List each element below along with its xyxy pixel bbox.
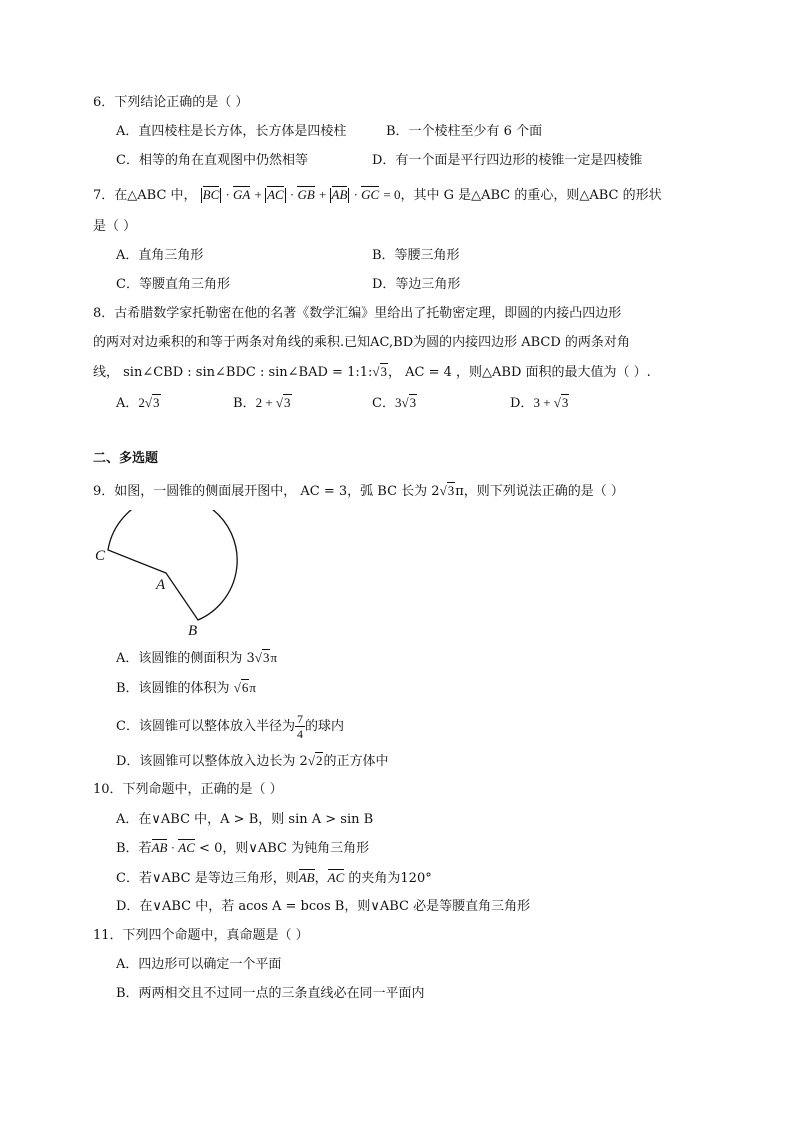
q6-option-d: D．有一个面是平行四边形的棱锥一定是四棱锥 [372,153,643,168]
cone-sector-figure [90,510,250,638]
q9-option-d: D．该圆锥可以整体放入边长为 2√2的正方体中 [116,753,389,769]
q7-abs-bc [201,188,222,203]
q7-option-a: A．直角三角形 [116,248,204,263]
figure-label-b: B [188,623,198,638]
q7-vector-bc: BC [203,185,220,205]
q10-option-b: B．若AB · AC < 0，则∨ABC 为钝角三角形 [116,840,370,856]
q6-option-c: C．相等的角在直观图中仍然相等 [116,153,308,168]
q7-vector-gc: GC [361,185,379,205]
q7-vector-gb: GB [297,185,314,205]
q7-number: 7．在△ABC 中， [93,188,197,203]
q11-option-a: A．四边形可以确定一个平面 [116,957,282,972]
q10-stem: 10．下列命题中，正确的是（ ） [93,782,283,797]
q6-stem: 6．下列结论正确的是（ ） [93,95,249,110]
q7-vector-ga: GA [233,185,250,205]
section-title: 二、多选题 [93,451,159,466]
q11-stem: 11．下列四个命题中，真命题是（ ） [93,928,309,943]
q10-option-c: C．若∨ABC 是等边三角形，则AB，AC 的夹角为120° [116,870,432,886]
q6-option-b: B．一个棱柱至少有 6 个面 [386,124,543,139]
q9-option-b: B．该圆锥的体积为 √6π [116,680,256,696]
figure-label-c: C [95,548,106,564]
q7-stem-continued: 是（ ） [93,219,137,234]
q8-stem-line2: 的两对对边乘积的和等于两条对角线的乘积.已知AC,BD为圆的内接四边形 ABCD 的两条对角 [93,335,630,350]
q11-option-b: B．两两相交且不过同一点的三条直线必在同一平面内 [116,986,425,1001]
q7-abs-ab [330,188,350,203]
q7-option-d: D．等边三角形 [372,277,461,292]
q7-equals-zero: = 0 [383,187,401,202]
q9-option-a: A．该圆锥的侧面积为 3√3π [116,650,278,666]
figure-label-a: A [156,577,166,593]
q7-abs-ac [265,188,286,203]
q8-ratio-radicand: 3 [380,364,388,379]
q8-ratio: 线， sin∠CBD : sin∠BDC : sin∠BAD = 1:1: [93,365,373,380]
q7-stem-rest: ，其中 G 是△ABC 的重心，则△ABC 的形状 [400,188,662,203]
q9-stem: 9．如图，一圆锥的侧面展开图中， AC = 3，弧 BC 长为 2√3π，则下列说法正确的是（ ） [93,483,624,499]
q8-stem-line1: 8．古希腊数学家托勒密在他的名著《数学汇编》里给出了托勒密定理，即圆的内接凸四边形 [93,306,622,321]
q10-option-a: A．在∨ABC 中，A > B，则 sin A > sin B [116,812,374,827]
q10-option-d: D．在∨ABC 中，若 acos A = bcos B，则∨ABC 必是等腰直角三角形 [116,899,531,914]
q8-option-b: B．2 + √3 [233,395,291,411]
q8-condition: ， AC = 4 ，则△ABD 面积的最大值为（ ）. [388,365,651,380]
q9-option-c: C．该圆锥可以整体放入半径为 $\frac{7}{4}$ 的球内 [116,712,344,741]
q8-option-d: D．3 + √3 [510,395,569,411]
q6-option-a: A．直四棱柱是长方体，长方体是四棱柱 [116,124,347,139]
q8-stem-line3: 线， sin∠CBD : sin∠BDC : sin∠BAD = 1:1:√3， AC = 4 ，则△ABD 面积的最大值为（ ）. [93,364,651,380]
q7-option-c: C．等腰直角三角形 [116,277,230,292]
q8-option-c: C．3√3 [372,395,417,411]
q7-vector-ac: AC [267,185,284,205]
q7-option-b: B．等腰三角形 [372,248,460,263]
fraction-seven-fourths: $\frac{7}{4}$ [296,712,303,741]
sector-outline [108,510,237,620]
q7-stem: 7．在△ABC 中， BC · GA + AC · GB + AB · GC = 0，其中 G 是△ABC 的重心，则△ABC 的形状 [93,187,662,203]
q7-vector-ab: AB [332,185,348,205]
q8-option-a: A．2√3 [116,395,160,411]
